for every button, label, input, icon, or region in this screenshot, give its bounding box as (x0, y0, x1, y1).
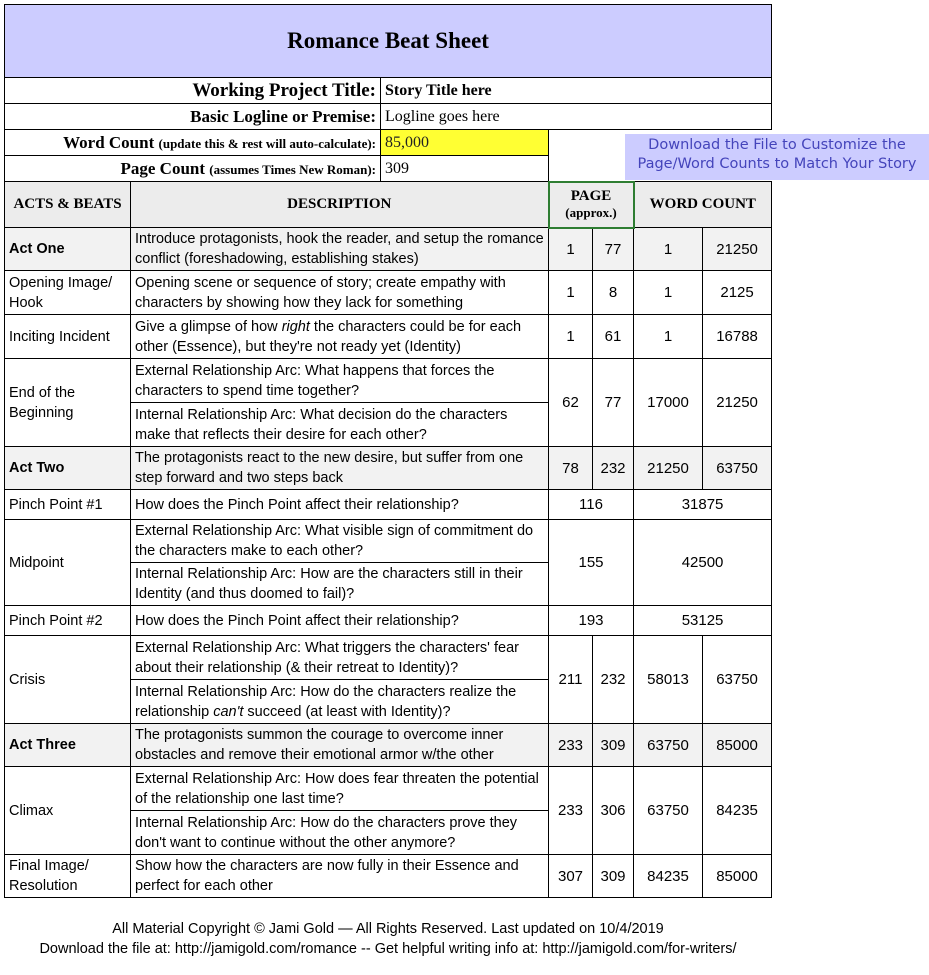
page-end: 306 (593, 767, 634, 855)
page-start: 233 (549, 767, 593, 855)
beat-description: Opening scene or sequence of story; create empathy with characters by showing how they lack for something (131, 271, 549, 315)
download-links-line[interactable]: Download the file at: http://jamigold.com/romance -- Get helpful writing info at: http://jamigold.com/for-writers/ (39, 941, 737, 957)
page-count-note: (assumes Times New Roman): (209, 161, 376, 177)
word-count-label-text: Word Count (63, 132, 155, 152)
beat-label: Pinch Point #1 (5, 490, 131, 520)
internal-arc-description: Internal Relationship Arc: What decision do the characters make that reflects their desire for each other? (131, 403, 549, 447)
beat-description: The protagonists summon the courage to overcome inner obstacles and remove their emotional armor w/the other (131, 724, 549, 767)
word-value: 31875 (634, 490, 772, 520)
logline-label: Basic Logline or Premise: (5, 104, 381, 130)
page-end: 77 (593, 359, 634, 447)
page-end: 232 (593, 636, 634, 724)
beat-description: How does the Pinch Point affect their relationship? (131, 606, 549, 636)
page-header-note: (approx.) (565, 205, 617, 220)
page-header-label: PAGE (570, 188, 612, 204)
word-count-header: WORD COUNT (634, 182, 772, 228)
word-start: 1 (634, 228, 703, 271)
page-start: 78 (549, 447, 593, 490)
beat-sheet-table (4, 4, 917, 898)
page-start: 233 (549, 724, 593, 767)
page-end: 309 (593, 724, 634, 767)
word-end: 84235 (703, 767, 772, 855)
word-start: 58013 (634, 636, 703, 724)
page-end: 232 (593, 447, 634, 490)
sheet-title: Romance Beat Sheet (5, 5, 772, 78)
beat-label: End of the Beginning (5, 359, 131, 447)
external-arc-description: External Relationship Arc: What happens that forces the characters to spend time together? (131, 359, 549, 403)
word-end: 21250 (703, 228, 772, 271)
description-text: Internal Relationship Arc: How do the characters realize the relationship (135, 683, 517, 720)
beat-description (131, 315, 549, 359)
page-end: 8 (593, 271, 634, 315)
page-end: 61 (593, 315, 634, 359)
word-start: 1 (634, 271, 703, 315)
word-value: 42500 (634, 520, 772, 606)
external-arc-description: External Relationship Arc: How does fear threaten the potential of the relationship one last time? (131, 767, 549, 811)
word-end: 2125 (703, 271, 772, 315)
copyright-line: All Material Copyright © Jami Gold — All Rights Reserved. Last updated on 10/4/2019 (112, 921, 664, 937)
word-count-field[interactable]: 85,000 (381, 130, 549, 156)
word-start: 63750 (634, 767, 703, 855)
word-end: 16788 (703, 315, 772, 359)
word-end: 63750 (703, 447, 772, 490)
page-header (549, 182, 634, 228)
page-value: 193 (549, 606, 634, 636)
description-text: the characters could be for each other (Essence), but they're not ready yet (Identity) (135, 318, 522, 355)
page-value: 155 (549, 520, 634, 606)
word-count-note: (update this & rest will auto-calculate): (158, 135, 376, 151)
page-start: 307 (549, 855, 593, 898)
page-end: 309 (593, 855, 634, 898)
external-arc-description: External Relationship Arc: What triggers the characters' fear about their relationship (& their retreat to Identity)? (131, 636, 549, 680)
download-note-cell (549, 130, 917, 182)
beat-label: Pinch Point #2 (5, 606, 131, 636)
page-count-label-text: Page Count (120, 158, 206, 178)
internal-arc-description: Internal Relationship Arc: How do the characters prove they don't want to continue without the other anymore? (131, 811, 549, 855)
description-text: Give a glimpse of how (135, 318, 282, 335)
page-end: 77 (593, 228, 634, 271)
page-count-field[interactable]: 309 (381, 156, 549, 182)
word-start: 21250 (634, 447, 703, 490)
description-text: succeed (at least with Identity)? (243, 703, 451, 720)
page-value: 116 (549, 490, 634, 520)
beat-label: Inciting Incident (5, 315, 131, 359)
external-arc-description: External Relationship Arc: What visible sign of commitment do the characters make to each other? (131, 520, 549, 563)
word-start: 17000 (634, 359, 703, 447)
description-header: DESCRIPTION (131, 182, 549, 228)
beat-label: Act Three (5, 724, 131, 767)
page-count-label (5, 156, 381, 182)
beat-label: Climax (5, 767, 131, 855)
beat-label: Act Two (5, 447, 131, 490)
internal-arc-description (131, 680, 549, 724)
download-note[interactable]: Download the File to Customize the Page/Word Counts to Match Your Story (625, 134, 929, 180)
acts-beats-header: ACTS & BEATS (5, 182, 131, 228)
page-start: 1 (549, 271, 593, 315)
word-end: 85000 (703, 855, 772, 898)
word-start: 63750 (634, 724, 703, 767)
beat-description: Show how the characters are now fully in their Essence and perfect for each other (131, 855, 549, 898)
page-start: 211 (549, 636, 593, 724)
beat-label: Midpoint (5, 520, 131, 606)
word-value: 53125 (634, 606, 772, 636)
beat-description: The protagonists react to the new desire, but suffer from one step forward and two steps back (131, 447, 549, 490)
word-start: 84235 (634, 855, 703, 898)
word-end: 21250 (703, 359, 772, 447)
beat-label: Final Image/ Resolution (5, 855, 131, 898)
logline-field[interactable]: Logline goes here (381, 104, 772, 130)
beat-label: Crisis (5, 636, 131, 724)
description-emphasis: right (281, 318, 310, 335)
word-start: 1 (634, 315, 703, 359)
internal-arc-description: Internal Relationship Arc: How are the characters still in their Identity (and thus doomed to fail)? (131, 563, 549, 606)
beat-label: Opening Image/ Hook (5, 271, 131, 315)
description-emphasis: can't (213, 703, 244, 720)
project-title-field[interactable]: Story Title here (381, 78, 772, 104)
page-start: 1 (549, 315, 593, 359)
beat-description: Introduce protagonists, hook the reader, and setup the romance conflict (foreshadowing, establishing stakes) (131, 228, 549, 271)
beat-description: How does the Pinch Point affect their relationship? (131, 490, 549, 520)
word-end: 85000 (703, 724, 772, 767)
beat-label: Act One (5, 228, 131, 271)
word-end: 63750 (703, 636, 772, 724)
word-count-label (5, 130, 381, 156)
page-start: 62 (549, 359, 593, 447)
project-title-label: Working Project Title: (5, 78, 381, 104)
page-start: 1 (549, 228, 593, 271)
